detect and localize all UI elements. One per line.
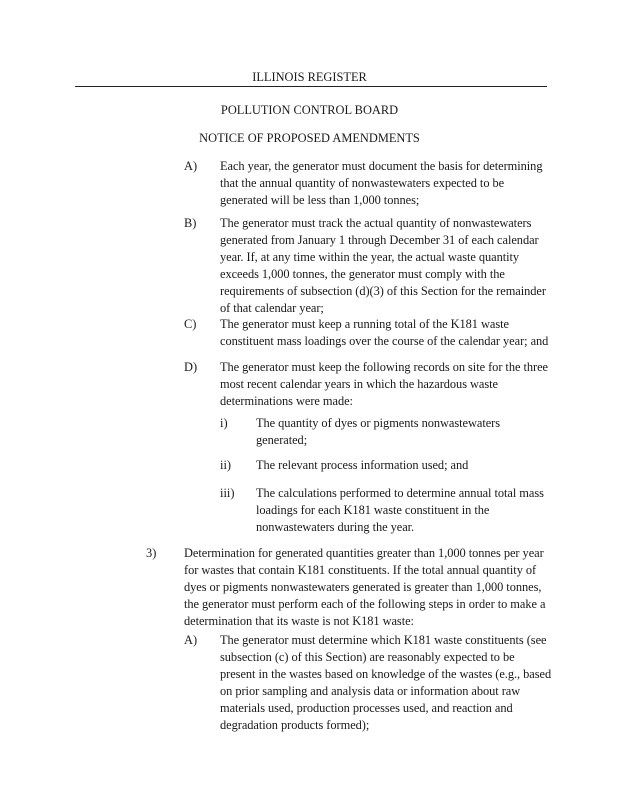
item-a2-line: materials used, production processes used, and reaction and: [220, 701, 513, 715]
section-3-line: the generator must perform each of the following steps in order to make a: [184, 597, 546, 611]
header-rule: [75, 86, 547, 87]
item-diii-label: iii): [220, 486, 235, 500]
item-a2-line: on prior sampling and analysis data or information about raw: [220, 684, 521, 698]
item-b-line: The generator must track the actual quantity of nonwastewaters: [220, 216, 532, 230]
item-c-label: C): [184, 317, 197, 331]
item-d-line: determinations were made:: [220, 394, 353, 408]
item-diii-line: loadings for each K181 waste constituent in the: [256, 503, 490, 517]
item-a-line: generated will be less than 1,000 tonnes;: [220, 193, 420, 207]
item-b-line: requirements of subsection (d)(3) of this Section for the remainder: [220, 284, 546, 298]
item-a-line: that the annual quantity of nonwastewaters expected to be: [220, 176, 505, 190]
notice-title: NOTICE OF PROPOSED AMENDMENTS: [199, 131, 420, 145]
item-d-label: D): [184, 360, 198, 374]
item-a-line: Each year, the generator must document the basis for determining: [220, 159, 543, 173]
item-b-line: year. If, at any time within the year, the actual waste quantity: [220, 250, 520, 264]
section-3-line: Determination for generated quantities greater than 1,000 tonnes per year: [184, 546, 544, 560]
item-di-label: i): [220, 416, 228, 430]
item-a2-line: subsection (c) of this Section) are reasonably expected to be: [220, 650, 515, 664]
section-3-line: determination that its waste is not K181 waste:: [184, 614, 414, 628]
item-b-line: of that calendar year;: [220, 301, 324, 315]
item-a2-line: The generator must determine which K181 waste constituents (see: [220, 633, 547, 647]
item-c-line: constituent mass loadings over the course of the calendar year; and: [220, 334, 549, 348]
section-3-label: 3): [146, 546, 157, 560]
item-d-line: most recent calendar years in which the hazardous waste: [220, 377, 498, 391]
section-3-line: for wastes that contain K181 constituents. If the total annual quantity of: [184, 563, 537, 577]
item-b-line: exceeds 1,000 tonnes, the generator must comply with the: [220, 267, 505, 281]
item-d-line: The generator must keep the following records on site for the three: [220, 360, 548, 374]
item-dii-label: ii): [220, 458, 232, 472]
item-b-line: generated from January 1 through December 31 of each calendar: [220, 233, 539, 247]
item-b-label: B): [184, 216, 197, 230]
item-di-line: generated;: [256, 433, 308, 447]
item-a2-line: degradation products formed);: [220, 718, 370, 732]
item-c-line: The generator must keep a running total of the K181 waste: [220, 317, 509, 331]
board-title: POLLUTION CONTROL BOARD: [220, 103, 399, 117]
item-a2-line: present in the wastes based on knowledge of the wastes (e.g., based: [220, 667, 552, 681]
item-diii-line: The calculations performed to determine annual total mass: [256, 486, 544, 500]
register-title: ILLINOIS REGISTER: [252, 70, 367, 84]
item-a-label: A): [184, 159, 198, 173]
item-a2-label: A): [184, 633, 198, 647]
item-dii-line: The relevant process information used; and: [256, 458, 469, 472]
item-di-line: The quantity of dyes or pigments nonwastewaters: [256, 416, 501, 430]
section-3-line: dyes or pigments nonwastewaters generated is greater than 1,000 tonnes,: [184, 580, 542, 594]
item-diii-line: nonwastewaters during the year.: [256, 520, 415, 534]
